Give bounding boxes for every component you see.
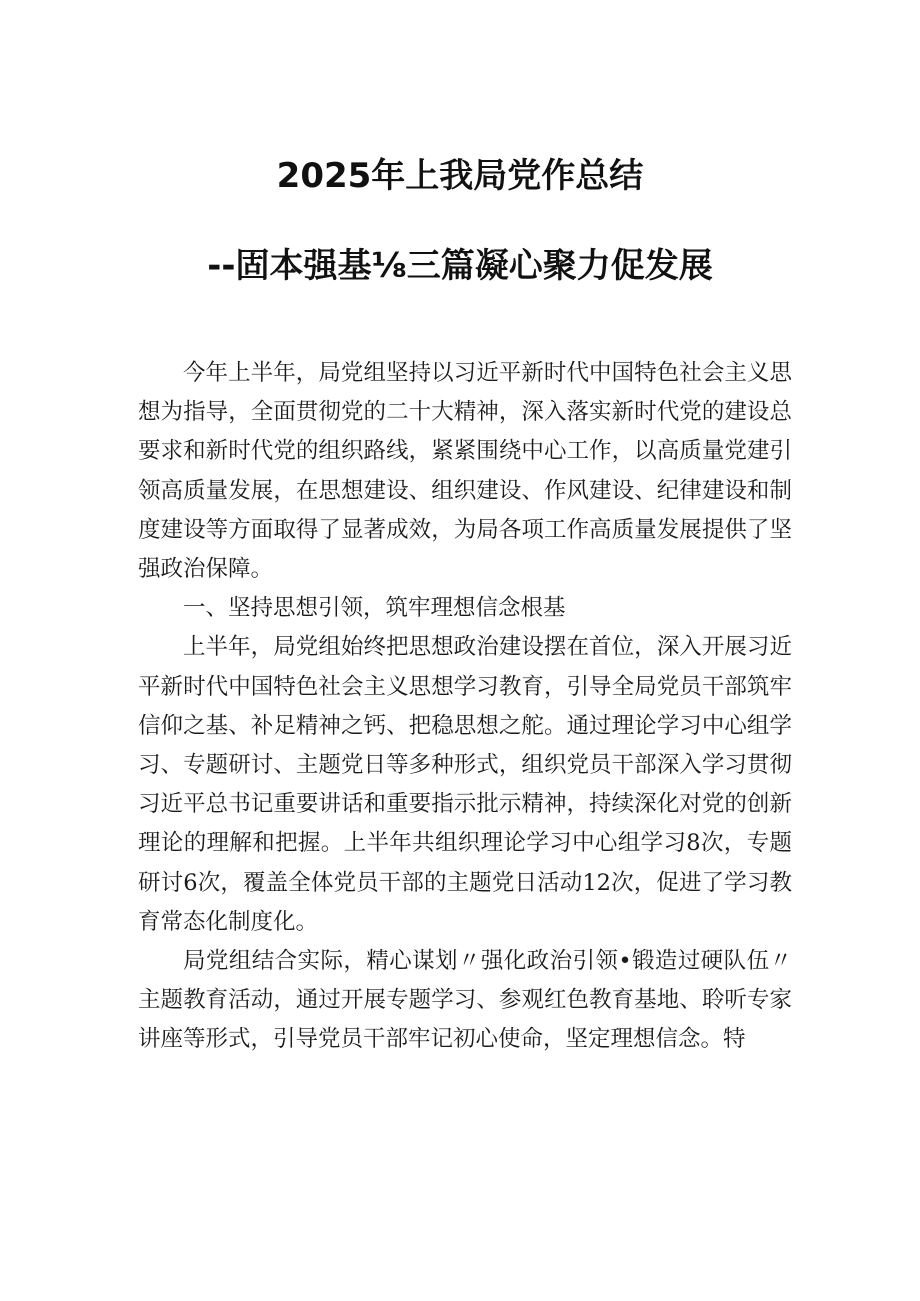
document-subtitle: --固本强基⅛三篇凝心聚力促发展 xyxy=(207,246,713,286)
document-title: 2025年上我局党作总结 xyxy=(276,156,644,196)
body-paragraph: 上半年，局党组始终把思想政治建设摆在首位，深入开展习近平新时代中国特色社会主义思想学习教育，引导全局党员干部筑牢信仰之基、补足精神之钙、把稳思想之舵。通过理论学习中心组学习、专题研讨、主题党日等多种形式，组织党员干部深入学习贯彻习近平总书记重要讲话和重要指示批示精神，持续深化对党的创新理论的理解和把握。上半年共组织理论学习中心组学习8次，专题研讨6次，覆盖全体党员干部的主题党日活动12次，促进了学习教育常态化制度化。 xyxy=(138,634,792,935)
section-heading: 一、坚持思想引领，筑牢理想信念根基 xyxy=(183,595,566,622)
intro-paragraph: 今年上半年，局党组坚持以习近平新时代中国特色社会主义思想为指导，全面贯彻党的二十大精神，深入落实新时代党的建设总要求和新时代党的组织路线，紧紧围绕中心工作，以高质量党建引领高质量发展，在思想建设、组织建设、作风建设、纪律建设和制度建设等方面取得了显著成效，为局各项工作高质量发展提供了坚强政治保障。 xyxy=(138,360,792,583)
body-paragraph: 局党组结合实际，精心谋划〃强化政治引领•锻造过硬队伍〃主题教育活动，通过开展专题学习、参观红色教育基地、聆听专家讲座等形式，引导党员干部牢记初心使命，坚定理想信念。特 xyxy=(138,948,792,1053)
document-body xyxy=(138,354,792,1060)
